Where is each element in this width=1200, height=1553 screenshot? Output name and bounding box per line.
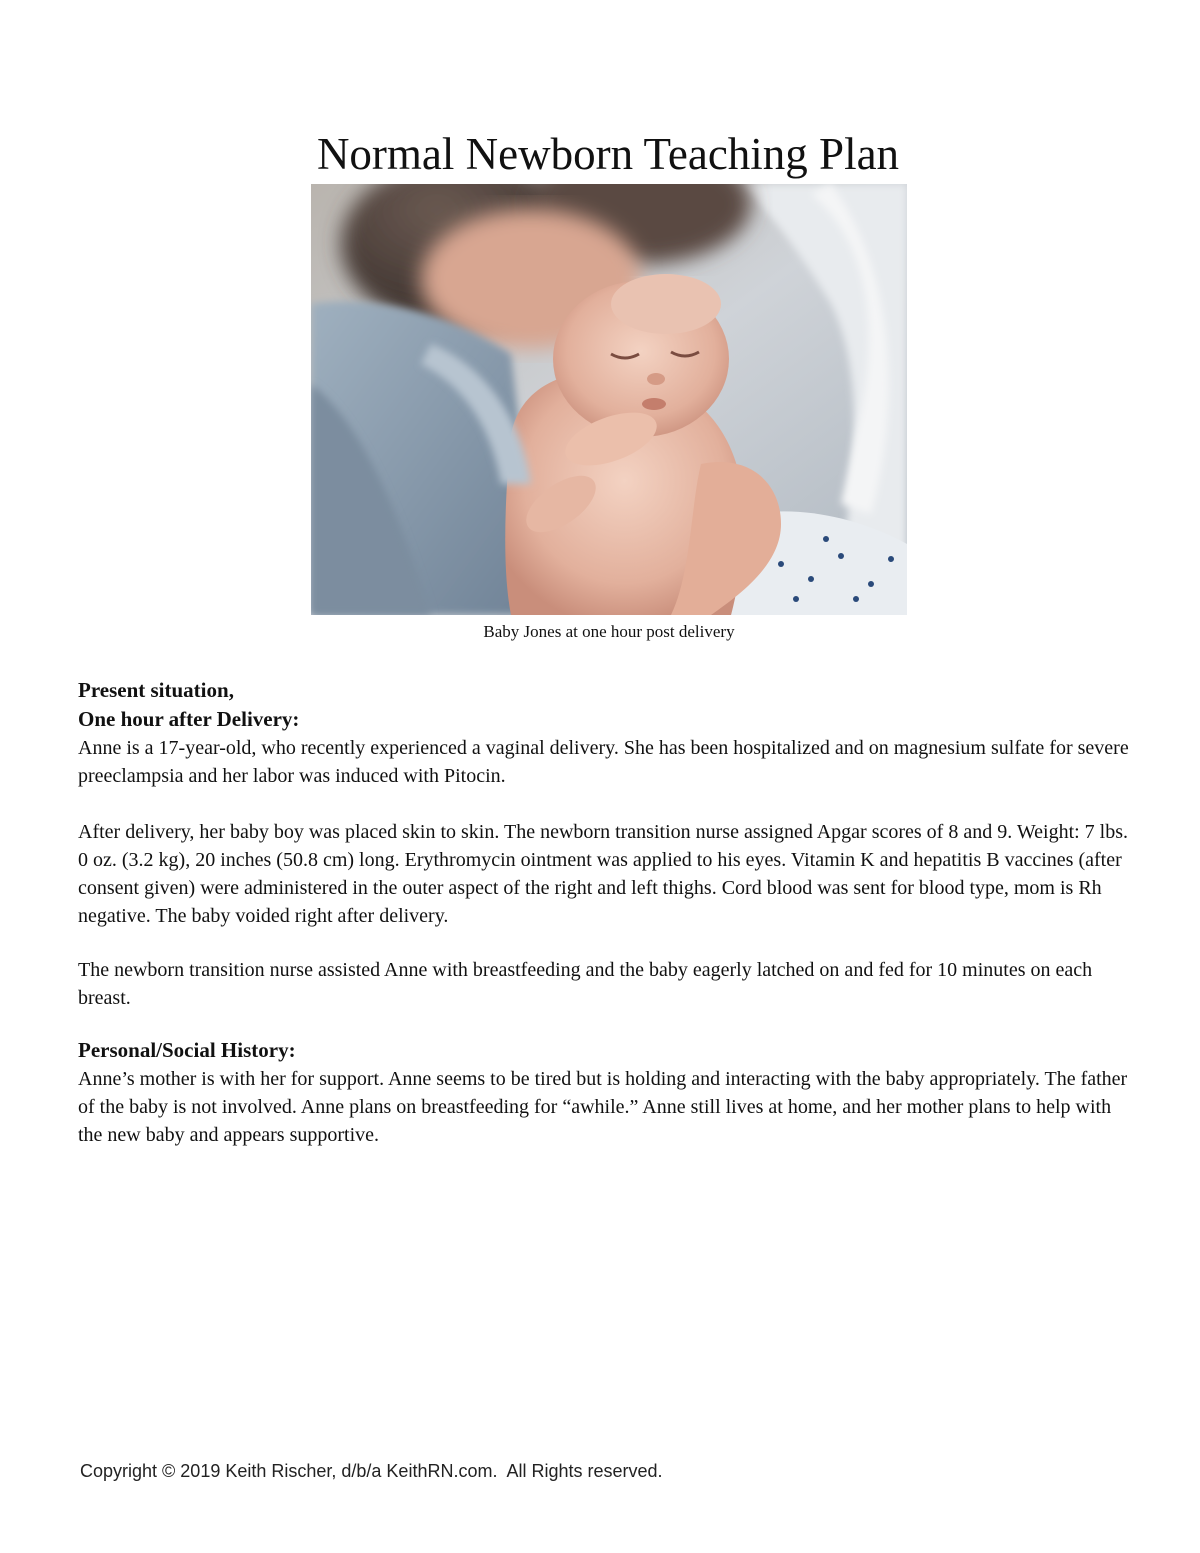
situation-paragraph-3: The newborn transition nurse assisted Anne with breastfeeding and the baby eagerly latched on and fed for 10 minutes on each breast. <box>78 959 1093 1009</box>
situation-paragraph-1: Anne is a 17-year-old, who recently experienced a vaginal delivery. She has been hospitalized and on magnesium sulfate for severe preeclampsia and her labor was induced with Pitocin. <box>78 737 1129 787</box>
page-title: Normal Newborn Teaching Plan <box>316 129 900 179</box>
document-body <box>78 676 1138 1149</box>
personal-social-history-paragraph: Anne’s mother is with her for support. Anne seems to be tired but is holding and interacting with the baby appropriately. The father of the baby is not involved. Anne plans on breastfeeding for “awhile.” Anne still lives at home, and her mother plans to help with the new baby and appears supportive. <box>78 1068 1128 1146</box>
situation-paragraph-2: After delivery, her baby boy was placed skin to skin. The newborn transition nurse assigned Apgar scores of 8 and 9. Weight: 7 lbs. 0 oz. (3.2 kg), 20 inches (50.8 cm) long. Erythromycin ointment was applied to his eyes. Vitamin K and hepatitis B vaccines (after consent given) were administered in the outer aspect of the right and left thighs. Cord blood was sent for blood type, mom is Rh negative. The baby voided right after delivery. <box>78 821 1129 927</box>
copyright-footer: Copyright © 2019 Keith Rischer, d/b/a KeithRN.com. All Rights reserved. <box>80 1461 663 1481</box>
present-situation-heading: Present situation, <box>78 678 234 702</box>
personal-social-history-heading: Personal/Social History: <box>78 1038 296 1062</box>
one-hour-after-delivery-heading: One hour after Delivery: <box>78 707 300 731</box>
photo-caption: Baby Jones at one hour post delivery <box>483 622 735 641</box>
newborn-photo <box>311 184 907 615</box>
